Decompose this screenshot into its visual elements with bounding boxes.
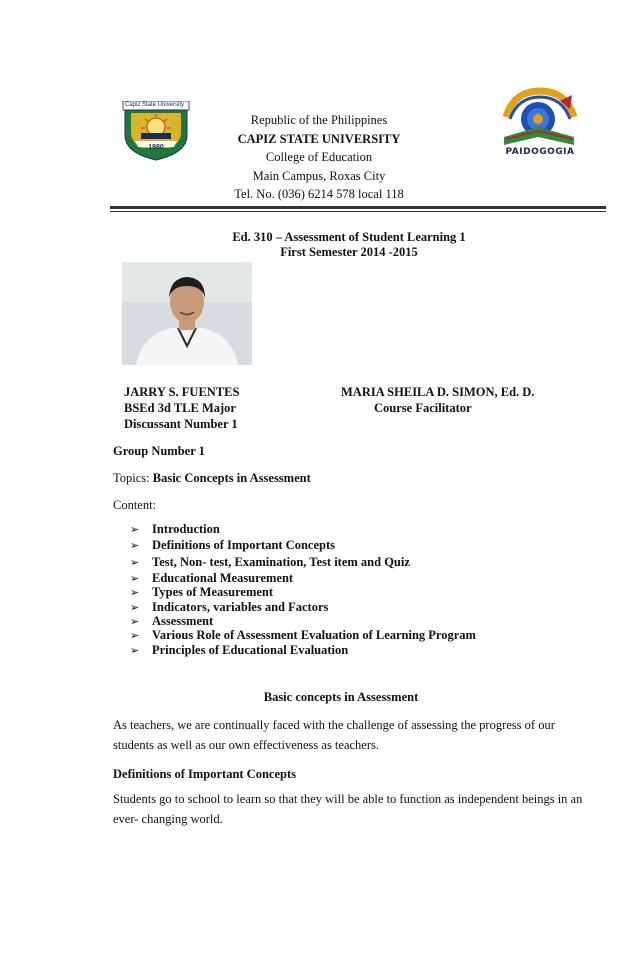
arrow-bullet-icon: ➢ [130,601,140,614]
header-university: CAPIZ STATE UNIVERSITY [237,132,401,146]
paragraph-definitions: Students go to school to learn so that they will be able to function as independent beings in an ever- changing world. [113,792,583,826]
list-item: ➢ Various Role of Assessment Evaluation of Learning Program [130,628,476,642]
list-item: ➢ Types of Measurement [130,585,274,599]
topics-value: Basic Concepts in Assessment [152,471,311,485]
logo-university-text: Capiz State University [125,102,185,108]
facilitator-name: MARIA SHEILA D. SIMON, Ed. D. [341,385,535,399]
arrow-bullet-icon: ➢ [130,539,140,552]
header-rule-thin [110,211,606,212]
arrow-bullet-icon: ➢ [130,572,140,585]
facilitator-role: Course Facilitator [374,401,472,415]
student-photo [122,262,252,365]
course-semester: First Semester 2014 -2015 [280,245,418,259]
arrow-bullet-icon: ➢ [130,629,140,642]
list-item: ➢ Assessment [130,614,214,628]
logo-year: 1980 [148,144,164,151]
list-item: ➢ Principles of Educational Evaluation [130,643,349,657]
arrow-bullet-icon: ➢ [130,615,140,628]
course-title: Ed. 310 – Assessment of Student Learning 1 [232,230,466,244]
header-telephone: Tel. No. (036) 6214 578 local 118 [234,187,404,201]
topics-line [113,470,311,486]
header-campus: Main Campus, Roxas City [252,169,386,183]
student-program: BSEd 3d TLE Major [124,401,236,415]
arrow-bullet-icon: ➢ [130,586,140,599]
list-item: ➢ Educational Measurement [130,571,294,585]
header-rule-thick [110,206,606,209]
header-college: College of Education [265,150,373,164]
header-republic: Republic of the Philippines [250,113,388,127]
arrow-bullet-icon: ➢ [130,523,140,536]
list-item: ➢ Test, Non- test, Examination, Test item and Quiz [130,555,410,569]
student-role: Discussant Number 1 [124,417,238,431]
group-number: Group Number 1 [113,444,205,458]
list-item: ➢ Definitions of Important Concepts [130,538,335,552]
definitions-heading: Definitions of Important Concepts [113,767,296,781]
section-title: Basic concepts in Assessment [263,690,419,704]
logo-paidogogia-text: PAIDOGOGIA [505,147,575,157]
topics-label: Topics: [113,471,150,485]
arrow-bullet-icon: ➢ [130,556,140,569]
arrow-bullet-icon: ➢ [130,644,140,657]
list-item: ➢ Indicators, variables and Factors [130,600,329,614]
content-label: Content: [113,498,157,512]
paragraph-intro: As teachers, we are continually faced with the challenge of assessing the progress of our students as well as our own effectiveness as teachers. [113,718,555,752]
student-name: JARRY S. FUENTES [124,385,240,399]
list-item: ➢ Introduction [130,522,220,536]
